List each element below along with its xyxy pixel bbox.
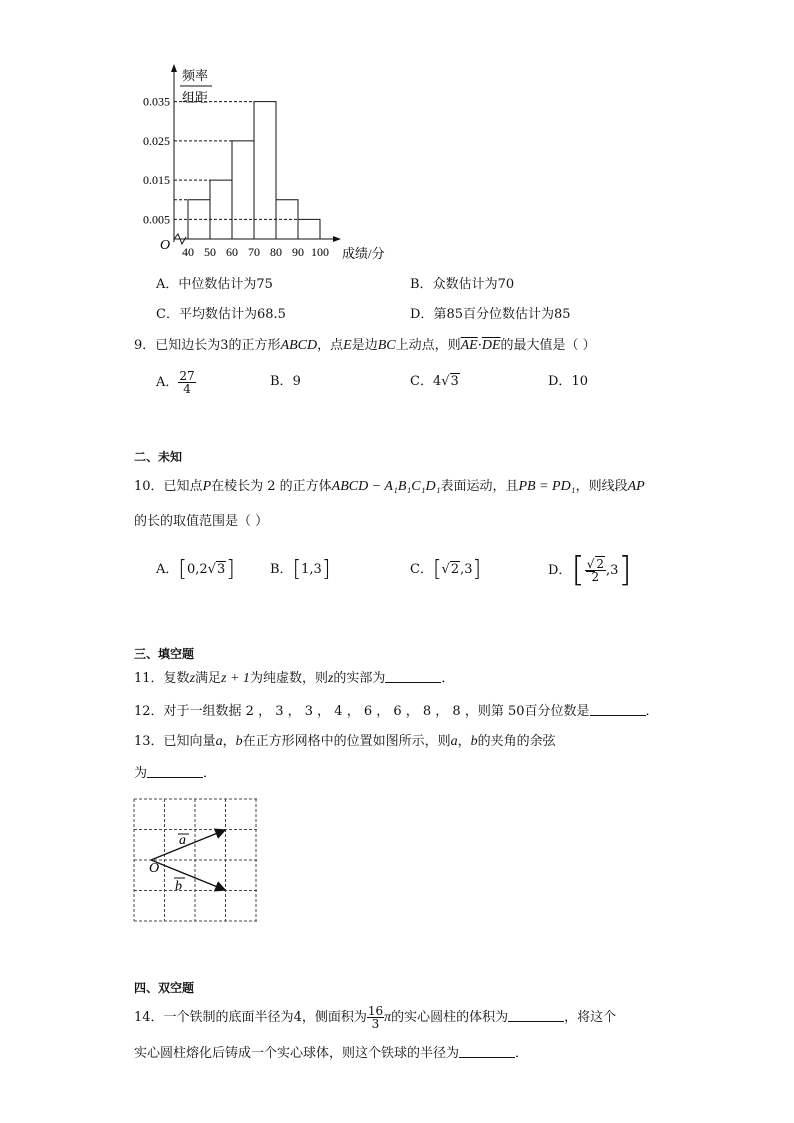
stem-text: 为 [134, 766, 148, 781]
x-tick-label: 90 [292, 245, 304, 259]
math-condition: PB = PD₁ [518, 479, 576, 494]
fraction [585, 558, 606, 583]
q10-stem [134, 479, 645, 495]
stem-text: 实心圆柱熔化后铸成一个实心球体，则这个铁球的半径为 [134, 1046, 460, 1061]
option-text: 第85百分位数估计为85 [433, 307, 571, 322]
q8-option-b [410, 277, 514, 293]
stem-text: 表面运动，且 [440, 479, 519, 494]
q13-stem-line2 [134, 766, 216, 782]
stem-text: 已知点 [163, 479, 203, 494]
x-tick-label: 50 [204, 245, 216, 259]
q10-stem-line2: 的长的取值范围是（ ） [134, 514, 269, 529]
x-tick-label: 80 [270, 245, 282, 259]
right-bracket: ] [618, 550, 632, 590]
radius-value: 4 [293, 1010, 302, 1025]
option-letter: D． [410, 307, 434, 322]
answer-blank[interactable] [590, 704, 646, 716]
vector-grid-figure [133, 798, 259, 924]
math-pi: π [384, 1010, 392, 1025]
q14-stem [134, 1004, 616, 1032]
y-axis-arrow [171, 64, 177, 72]
range-upper: ,3 [460, 562, 473, 577]
math-abcd: ABCD [280, 338, 318, 353]
vector-ae: $\overline{AE}$ [460, 338, 478, 353]
q9-option-d [548, 374, 588, 390]
q8-option-a [156, 277, 273, 293]
separator: ， [222, 734, 236, 749]
question-number: 9． [134, 338, 156, 353]
stem-text: ，将这个 [564, 1010, 617, 1025]
q10-option-b [270, 557, 331, 582]
vector-b: b [235, 734, 243, 749]
fraction [178, 370, 195, 395]
option-letter: C． [410, 562, 433, 577]
vector-b-label: b [175, 879, 182, 894]
numerator: 27 [179, 369, 195, 383]
x-axis-label: 成绩/分 [342, 246, 385, 261]
math-z: z [327, 671, 334, 686]
fraction [367, 1005, 384, 1030]
stem-text: 满足 [195, 671, 222, 686]
option-letter: C． [156, 307, 179, 322]
option-text: 10 [571, 374, 588, 389]
math-cube: ABCD − A₁B₁C₁D₁ [331, 479, 441, 494]
denominator: 3 [371, 1017, 380, 1031]
question-number: 12． [134, 704, 164, 719]
stem-text: 的实心圆柱的体积为 [391, 1010, 509, 1025]
separator: ， [457, 734, 471, 749]
option-text: 中位数估计为75 [178, 277, 273, 292]
math-p: P [202, 479, 212, 494]
left-bracket: [ [178, 557, 187, 582]
radicand: 2 [450, 562, 460, 577]
stem-text: 的最大值是（ ） [500, 338, 596, 353]
stem-text: 上动点，则 [395, 338, 461, 353]
stem-text: 在正方形网格中的位置如图所示，则 [242, 734, 451, 749]
option-text: 9 [292, 374, 301, 389]
math-expression: z + 1 [221, 671, 250, 686]
sqrt-sign: √ [207, 562, 216, 577]
histogram-bar [210, 180, 232, 239]
q11-stem [134, 671, 454, 687]
q10-option-d [548, 550, 632, 591]
option-letter: C． [410, 374, 433, 389]
stem-text: ，则线段 [575, 479, 628, 494]
vector-b: b [470, 734, 478, 749]
y-tick-label: 0.035 [143, 94, 170, 109]
option-letter: A． [156, 375, 179, 390]
radicand: 2 [596, 557, 604, 571]
option-letter: B． [270, 374, 293, 389]
y-label-top: 频率 [182, 68, 209, 83]
option-letter: A． [156, 277, 179, 292]
section-title: 四、双空题 [134, 981, 195, 995]
x-tick-label: 40 [182, 245, 194, 259]
right-bracket: ] [321, 557, 331, 582]
coef: 4 [432, 374, 442, 389]
left-bracket: [ [432, 557, 442, 582]
vector-b-arrow [151, 860, 225, 890]
range-upper: ,3 [606, 563, 619, 578]
radicand: 3 [216, 562, 226, 577]
q10-option-c [410, 557, 482, 582]
stem-text: 在棱长为 2 的正方体 [211, 479, 332, 494]
y-tick-label: 0.015 [143, 173, 170, 188]
vector-a: a [450, 734, 458, 749]
q9-option-b [270, 374, 301, 390]
option-letter: B． [270, 562, 293, 577]
stem-text: 对于一组数据 2 ， 3 ， 3 ， 4 ， 6 ， 6 ， 8 ， 8 ，则第 50百分位数是 [163, 704, 590, 719]
period: ． [441, 671, 455, 686]
answer-blank[interactable] [459, 1046, 515, 1058]
question-number: 14． [134, 1010, 164, 1025]
option-text: 众数估计为70 [432, 277, 515, 292]
right-bracket: ] [226, 557, 235, 582]
y-tick-label: 0.025 [143, 133, 170, 148]
q14-stem-line2 [134, 1046, 528, 1062]
histogram-bar [254, 102, 276, 239]
option-letter: B． [410, 277, 433, 292]
q9-stem [134, 338, 596, 354]
math-bc: BC [377, 338, 396, 353]
stem-text: 的实部为 [333, 671, 386, 686]
right-bracket: ] [472, 557, 482, 582]
x-tick-label: 100 [311, 245, 329, 259]
vector-a: a [215, 734, 223, 749]
period: ． [203, 766, 217, 781]
stem-text: 复数 [163, 671, 190, 686]
origin-label: O [160, 238, 171, 253]
stem-text: 为纯虚数，则 [249, 671, 328, 686]
q8-option-d [410, 307, 571, 323]
math-ap: AP [627, 479, 645, 494]
range-text: 1,3 [301, 562, 322, 577]
question-number: 13． [134, 734, 164, 749]
stem-text: ，侧面积为 [301, 1010, 367, 1025]
stem-text: 已知边长为3的正方形 [155, 338, 281, 353]
period: ． [645, 704, 659, 719]
denominator: 2 [591, 570, 600, 584]
sqrt-sign: √ [441, 374, 450, 389]
vector-a-label: a [179, 833, 186, 848]
question-number: 10． [134, 479, 164, 494]
q12-stem [134, 704, 659, 720]
sqrt-sign: √ [441, 562, 450, 577]
stem-text: ，点 [317, 338, 344, 353]
math-z: z [189, 671, 196, 686]
math-e: E [343, 338, 352, 353]
q10-option-a [156, 557, 235, 582]
x-axis-arrow [333, 236, 341, 242]
q9-option-c [410, 374, 460, 390]
range-lower: 0,2 [186, 562, 208, 577]
question-number: 11． [134, 671, 164, 686]
x-tick-label: 70 [248, 245, 260, 259]
sqrt-sign: √ [586, 557, 595, 571]
denominator: 4 [183, 382, 191, 396]
radicand: 3 [450, 374, 459, 389]
vector-de: $\overline{DE}$ [481, 338, 501, 353]
answer-blank[interactable] [385, 671, 441, 683]
option-letter: A． [156, 562, 179, 577]
origin-o-label: O [149, 861, 160, 876]
option-text: 平均数估计为68.5 [178, 307, 286, 322]
section-title: 三、填空题 [134, 647, 195, 661]
histogram-bar [298, 219, 320, 239]
left-bracket: [ [292, 557, 302, 582]
option-letter: D． [548, 374, 572, 389]
answer-blank[interactable] [147, 766, 203, 778]
q8-option-c [156, 307, 286, 323]
numerator: 16 [367, 1004, 384, 1018]
x-tick-label: 60 [226, 245, 238, 259]
stem-text: 一个铁制的底面半径为 [163, 1010, 294, 1025]
section-title: 二、未知 [134, 450, 183, 464]
y-tick-label: 0.005 [143, 212, 170, 227]
stem-text: 的夹角的余弦 [477, 734, 556, 749]
stem-text: 已知向量 [163, 734, 216, 749]
left-bracket: [ [571, 550, 585, 590]
dot-operator: · [477, 338, 482, 353]
stem-text: 是边 [351, 338, 378, 353]
histogram-chart [120, 62, 410, 272]
answer-blank[interactable] [508, 1010, 564, 1022]
histogram-bar [232, 141, 254, 239]
q9-option-a [156, 366, 196, 400]
y-label-bottom: 组距 [182, 90, 209, 105]
period: ． [515, 1046, 529, 1061]
q13-stem [134, 734, 556, 750]
option-letter: D． [548, 563, 572, 578]
